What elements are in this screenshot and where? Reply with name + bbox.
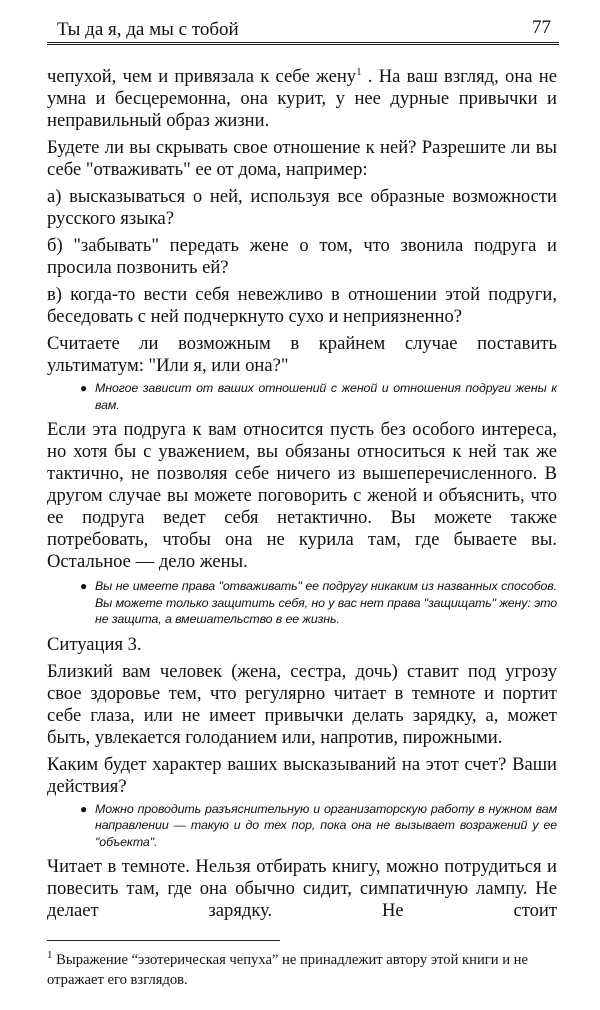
footnote-ref[interactable]: 1 bbox=[356, 65, 362, 78]
paragraph-text: чепухой, чем и привязала к себе жену bbox=[47, 66, 357, 87]
bullet-icon: ● bbox=[80, 381, 88, 395]
paragraph: Считаете ли возможным в крайнем случае поставить ультиматум: "Или я, или она?" bbox=[47, 333, 557, 376]
note-text: Вы не имеете права "отваживать" ее подругу никаким из названных способов. Вы можете только защитить себя, но у вас нет права "защищать" жену: это не защита, а вмешательство в ее жизнь. bbox=[95, 579, 557, 626]
page-number: 77 bbox=[532, 17, 551, 38]
commentary-note bbox=[80, 578, 557, 628]
list-item-a: а) высказываться о ней, используя все образные возможности русского языка? bbox=[47, 186, 557, 229]
bullet-icon: ● bbox=[80, 579, 88, 593]
paragraph bbox=[47, 66, 557, 132]
paragraph: Если эта подруга к вам относится пусть без особого интереса, но хотя бы с уважением, вы обязаны относиться к ней так же тактично, не позволяя себе ничего из вышеперечисленного. В другом случае вы можете поговорить с женой и объяснить, что ее подруга ведет себя нетактично. Вы можете также потребовать, чтобы она не курила там, где бываете вы. Остальное — дело жены. bbox=[47, 419, 557, 572]
note-text: Многое зависит от ваших отношений с женой и отношения подруги жены к вам. bbox=[95, 381, 557, 412]
list-item-b: б) "забывать" передать жене о том, что звонила подруга и просила позвонить ей? bbox=[47, 235, 557, 278]
section-heading: Ситуация 3. bbox=[47, 633, 142, 655]
paragraph: Будете ли вы скрывать свое отношение к ней? Разрешите ли вы себе "отваживать" ее от дома, например: bbox=[47, 137, 557, 180]
footnote-divider bbox=[47, 940, 280, 941]
commentary-note bbox=[80, 380, 557, 413]
footnote-mark: 1 bbox=[47, 949, 53, 962]
paragraph: Близкий вам человек (жена, сестра, дочь) ставит под угрозу свое здоровье тем, что регулярно читает в темноте и портит себе глаза, или не имеет привычки делать зарядку, а, может быть, увлекается голоданием или, напротив, пирожными. bbox=[47, 660, 557, 748]
paragraph: Читает в темноте. Нельзя отбирать книгу, можно потрудиться и повесить там, где она обычно сидит, симпатичную лампу. Не делает зарядку. Не стоит bbox=[47, 856, 557, 921]
running-header bbox=[47, 0, 559, 45]
commentary-note bbox=[80, 801, 557, 851]
bullet-icon: ● bbox=[80, 801, 88, 816]
note-text: Можно проводить разъяснительную и организаторскую работу в нужном вам направлении — такую и до тех пор, пока она не вызывает возражений у ее "объекта". bbox=[95, 801, 557, 849]
paragraph-text: . На ваш взгляд, она не умна и бесцеремонна, она курит, у нее дурные привычки и неправильный образ жизни. bbox=[47, 66, 557, 131]
footnote bbox=[47, 950, 557, 1010]
list-item-c: в) когда-то вести себя невежливо в отношении этой подруги, беседовать с ней подчеркнуто сухо и неприязненно? bbox=[47, 284, 557, 327]
footnote-text: Выражение “эзотерическая чепуха” не принадлежит автору этой книги и не отражает его взглядов. bbox=[47, 952, 528, 988]
paragraph: Каким будет характер ваших высказываний на этот счет? Ваши действия? bbox=[47, 753, 557, 797]
running-title: Ты да я, да мы с тобой bbox=[57, 19, 239, 40]
page-body bbox=[47, 66, 557, 922]
